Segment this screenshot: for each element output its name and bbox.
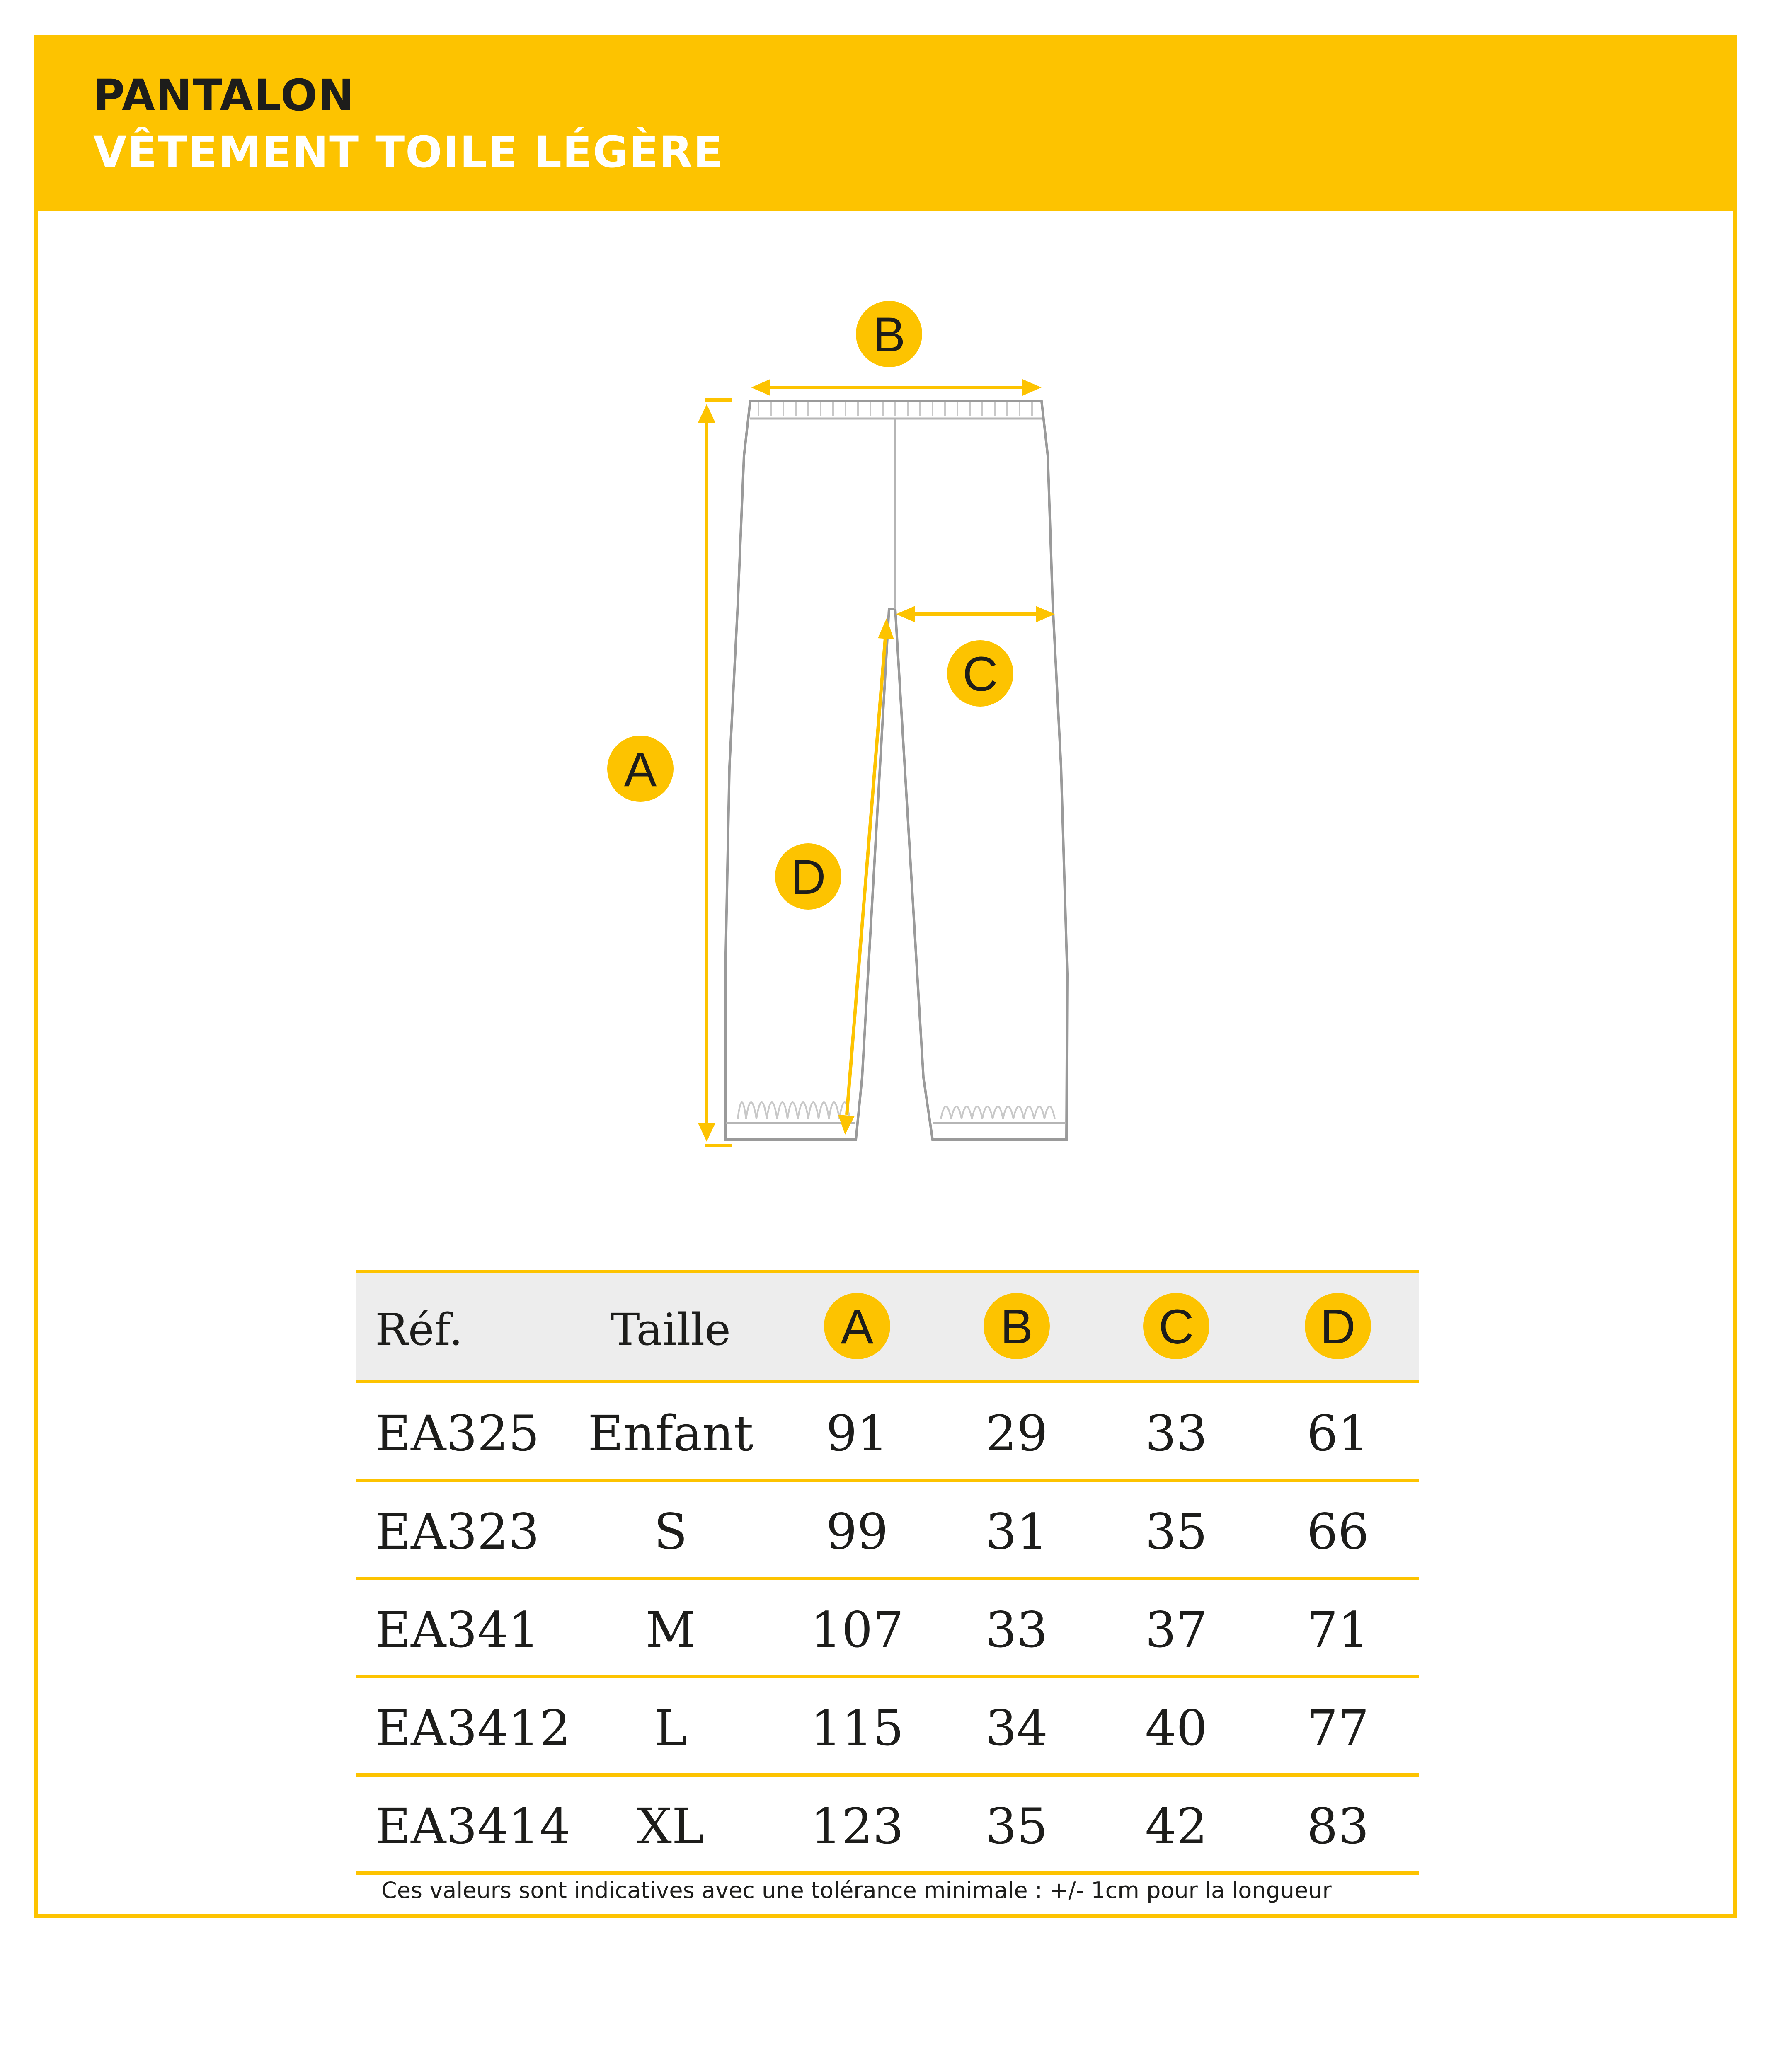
svg-text:A: A <box>841 1300 874 1354</box>
row-3-ref: EA341 <box>375 1601 540 1658</box>
table-row <box>375 1405 1369 1462</box>
header-badge-b <box>984 1293 1050 1359</box>
row-1-d: 61 <box>1306 1405 1369 1462</box>
row-2-ref: EA323 <box>375 1503 540 1560</box>
page-subtitle: VÊTEMENT TOILE LÉGÈRE <box>93 127 724 177</box>
row-3-d: 71 <box>1306 1601 1369 1658</box>
row-1-size: Enfant <box>588 1405 754 1462</box>
row-4-a: 115 <box>810 1699 904 1757</box>
diagram-badge-a <box>607 736 674 802</box>
row-4-c: 40 <box>1145 1699 1208 1757</box>
diagram-badge-d <box>775 843 841 910</box>
diagram-badge-c <box>947 640 1013 707</box>
row-5-d: 83 <box>1306 1798 1369 1855</box>
diagram-badge-b <box>856 301 922 367</box>
row-1-ref: EA325 <box>375 1405 540 1462</box>
header-badge-a <box>824 1293 890 1359</box>
row-1-a: 91 <box>826 1405 889 1462</box>
row-2-d: 66 <box>1306 1503 1369 1560</box>
row-2-b: 31 <box>985 1503 1048 1560</box>
row-3-a: 107 <box>810 1601 904 1658</box>
row-2-a: 99 <box>826 1503 889 1560</box>
svg-text:C: C <box>962 647 998 702</box>
header-taille: Taille <box>610 1304 731 1355</box>
row-3-b: 33 <box>985 1601 1048 1658</box>
row-4-d: 77 <box>1306 1699 1369 1757</box>
table-row <box>375 1503 1369 1560</box>
row-5-b: 35 <box>985 1798 1048 1855</box>
table-row <box>375 1601 1369 1658</box>
table-row <box>375 1798 1369 1855</box>
svg-text:C: C <box>1158 1300 1194 1354</box>
size-table <box>356 1271 1419 1873</box>
svg-text:D: D <box>790 850 826 905</box>
row-5-ref: EA3414 <box>375 1798 571 1855</box>
row-1-c: 33 <box>1145 1405 1208 1462</box>
row-5-size: XL <box>637 1798 705 1855</box>
row-4-b: 34 <box>985 1699 1048 1757</box>
table-row <box>375 1699 1369 1757</box>
pants-illustration <box>725 401 1067 1140</box>
row-1-b: 29 <box>985 1405 1048 1462</box>
svg-text:B: B <box>1000 1300 1033 1354</box>
svg-text:A: A <box>624 742 657 797</box>
row-5-c: 42 <box>1145 1798 1208 1855</box>
tolerance-note: Ces valeurs sont indicatives avec une tolérance minimale : +/- 1cm pour la longueur <box>381 1877 1332 1903</box>
svg-text:B: B <box>872 307 906 362</box>
header-ref: Réf. <box>375 1304 463 1355</box>
header-badge-d <box>1305 1293 1371 1359</box>
row-4-size: L <box>654 1699 687 1757</box>
row-2-c: 35 <box>1145 1503 1208 1560</box>
row-3-size: M <box>645 1601 696 1658</box>
row-3-c: 37 <box>1145 1601 1208 1658</box>
row-4-ref: EA3412 <box>375 1699 571 1757</box>
page-title: PANTALON <box>93 70 355 121</box>
row-2-size: S <box>654 1503 688 1560</box>
header-badge-c <box>1143 1293 1209 1359</box>
svg-text:D: D <box>1320 1300 1356 1354</box>
row-5-a: 123 <box>810 1798 904 1855</box>
